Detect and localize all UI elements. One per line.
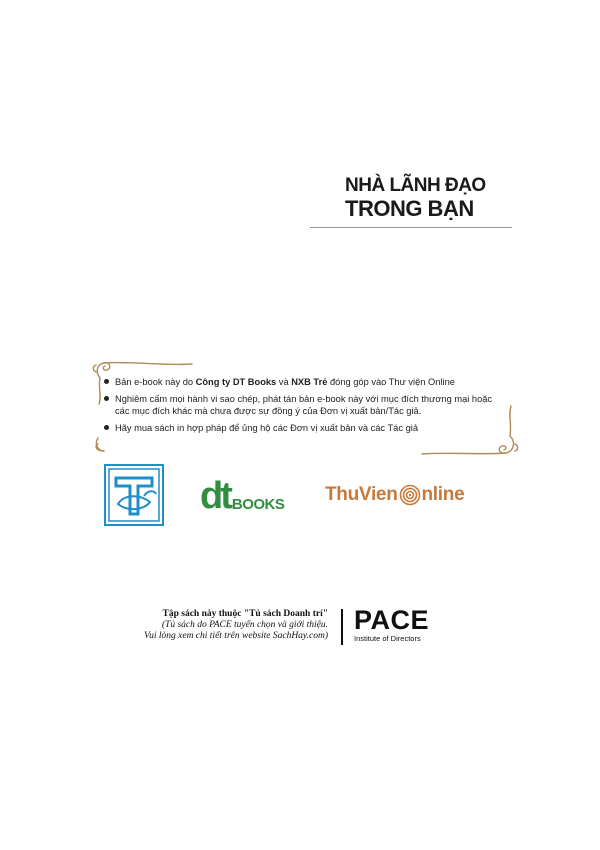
notice-list: [104, 376, 504, 439]
bullet-icon: [104, 379, 109, 384]
book-title: [345, 176, 512, 222]
dt-books-logo: dt BOOKS: [200, 475, 285, 517]
title-line-2: TRONG BẠN: [345, 196, 474, 221]
thuvien-online-logo: ThuVien nline: [325, 484, 465, 505]
pace-logo: PACE Institute of Directors: [354, 605, 430, 643]
notice-item: Hãy mua sách in hợp pháp để ủng hộ các Đơn vị xuất bản và các Tác giả: [104, 422, 504, 434]
bullet-icon: [104, 396, 109, 401]
spiral-o-icon: [399, 484, 421, 506]
series-info: Tập sách này thuộc "Tủ sách Doanh trí" (Tủ sách do PACE tuyển chọn và giới thiệu. Vui lòng xem chi tiết trên website SachHay.com): [144, 609, 328, 641]
publisher-logos: [100, 464, 500, 532]
notice-item: Nghiêm cấm mọi hành vi sao chép, phát tán bản e-book này với mục đích thương mại hoặc các mục đích khác mà chưa được sự đồng ý của Đơn vị xuất bản/Tác giả.: [104, 393, 504, 417]
copyright-notice: [92, 358, 522, 458]
title-divider: [310, 227, 512, 228]
series-footer: [136, 605, 506, 659]
notice-item: Bản e-book này do Công ty DT Books và NXB Trẻ đóng góp vào Thư viện Online: [104, 376, 504, 388]
title-line-1: NHÀ LÃNH ĐẠO: [345, 175, 486, 196]
nxb-tre-logo-icon: [104, 464, 164, 526]
bullet-icon: [104, 425, 109, 430]
footer-divider: [341, 609, 343, 645]
